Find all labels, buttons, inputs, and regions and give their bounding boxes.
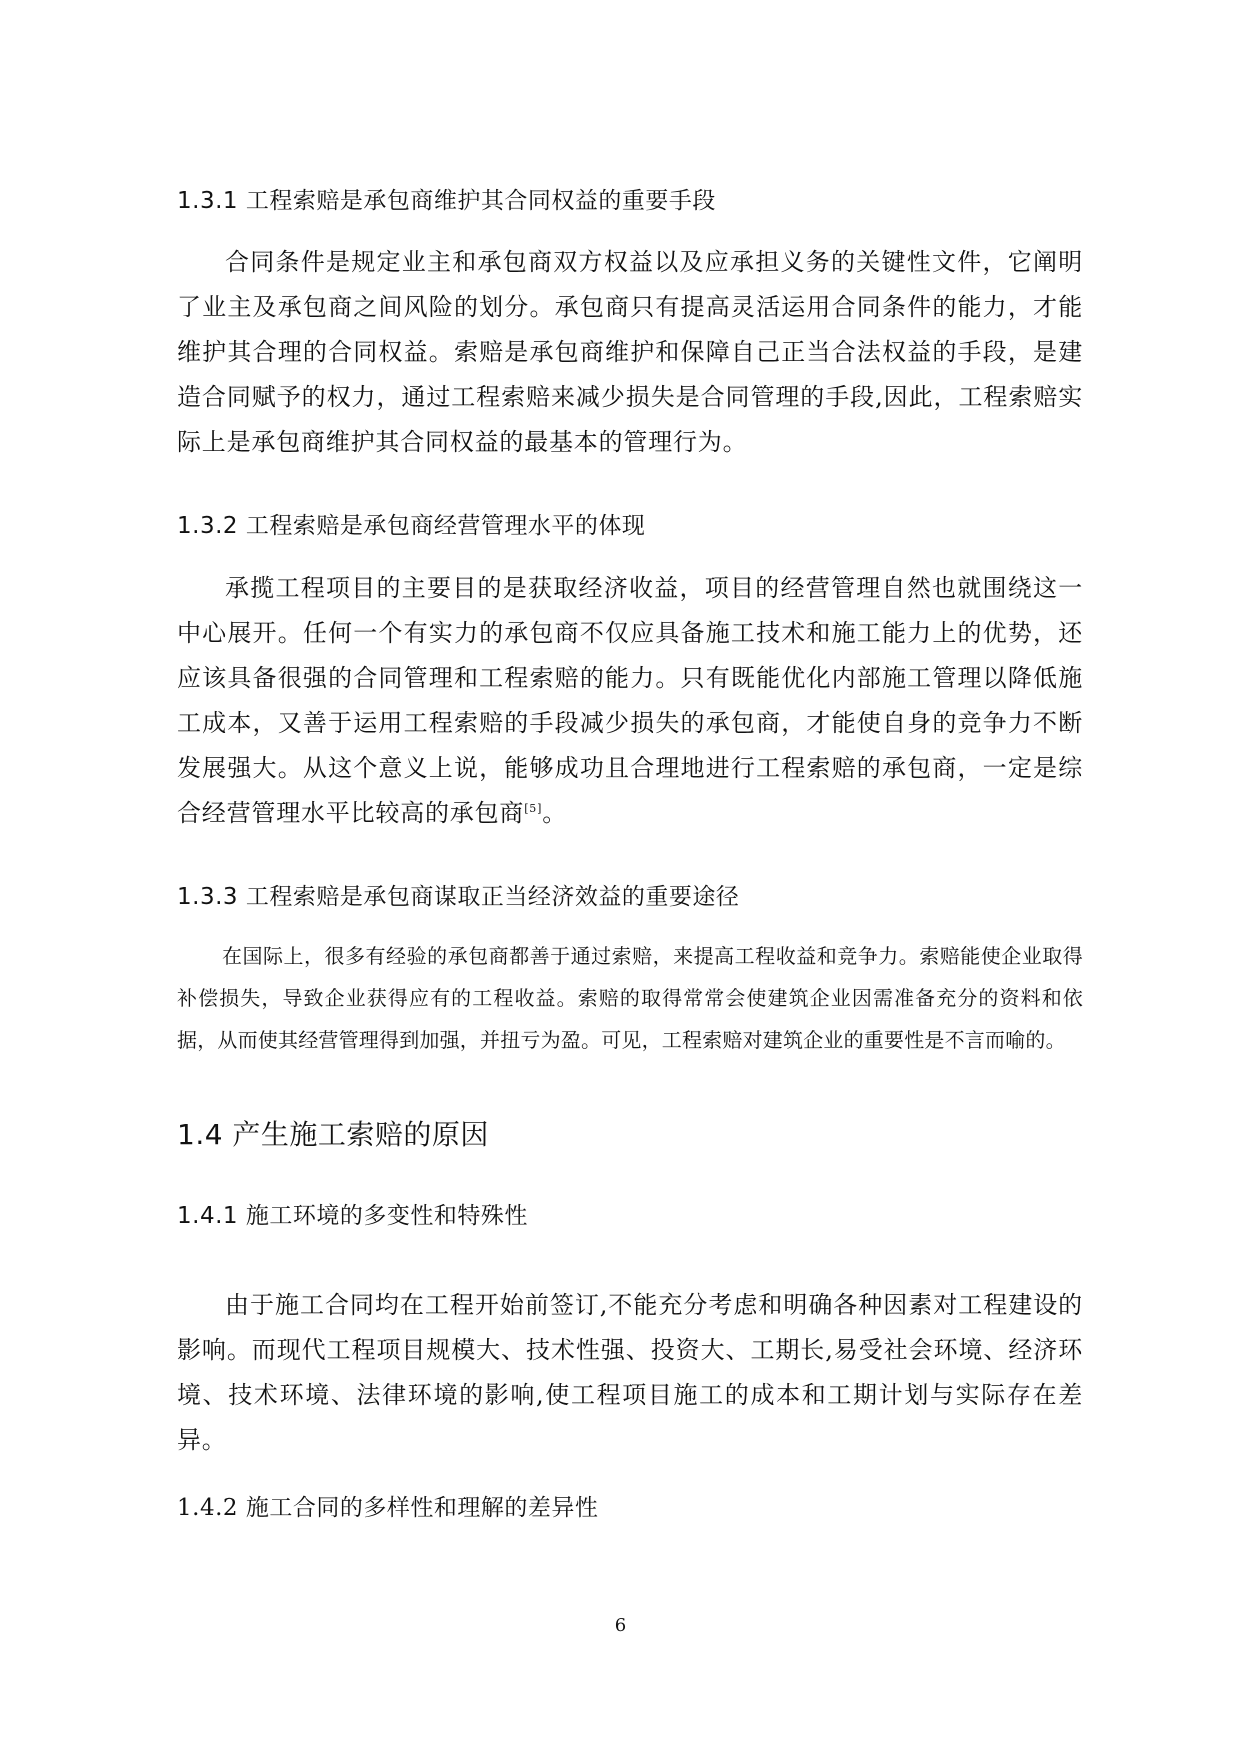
citation-reference: [5] xyxy=(524,802,543,815)
section-heading-1-3-3: 1.3.3 工程索赔是承包商谋取正当经济效益的重要途径 xyxy=(177,884,740,910)
section-heading-1-4-2: 1.4.2 施工合同的多样性和理解的差异性 xyxy=(177,1495,599,1521)
paragraph-1-4-1 xyxy=(177,1283,1083,1463)
section-heading-1-3-2: 1.3.2 工程索赔是承包商经营管理水平的体现 xyxy=(177,513,646,539)
page-number: 6 xyxy=(614,1615,627,1636)
paragraph-1-4-1-text: 由于施工合同均在工程开始前签订,不能充分考虑和明确各种因素对工程建设的影响。而现代工程项目规模大、技术性强、投资大、工期长,易受社会环境、经济环境、技术环境、法律环境的影响,使工程项目施工的成本和工期计划与实际存在差异。 xyxy=(177,1291,1083,1454)
paragraph-1-3-2-text xyxy=(177,566,1083,836)
paragraph-1-3-2-end: 。 xyxy=(542,799,567,827)
section-heading-1-3-1: 1.3.1 工程索赔是承包商维护其合同权益的重要手段 xyxy=(177,188,716,214)
paragraph-1-3-1 xyxy=(177,240,1083,465)
paragraph-1-3-2-body: 承揽工程项目的主要目的是获取经济收益，项目的经营管理自然也就围绕这一中心展开。任何一个有实力的承包商不仅应具备施工技术和施工能力上的优势，还应该具备很强的合同管理和工程索赔的能力。只有既能优化内部施工管理以降低施工成本，又善于运用工程索赔的手段减少损失的承包商，才能使自身的竞争力不断发展强大。从这个意义上说，能够成功且合理地进行工程索赔的承包商，一定是综合经营管理水平比较高的承包商 xyxy=(177,574,1083,827)
section-heading-1-4-1: 1.4.1 施工环境的多变性和特殊性 xyxy=(177,1203,528,1229)
paragraph-1-3-2 xyxy=(177,566,1083,836)
paragraph-1-3-3-text: 在国际上，很多有经验的承包商都善于通过索赔，来提高工程收益和竞争力。索赔能使企业取得补偿损失，导致企业获得应有的工程收益。索赔的取得常常会使建筑企业因需准备充分的资料和依据，从而使其经营管理得到加强，并扭亏为盈。可见，工程索赔对建筑企业的重要性是不言而喻的。 xyxy=(177,944,1083,1052)
section-heading-1-4: 1.4 产生施工索赔的原因 xyxy=(177,1118,489,1151)
paragraph-1-3-1-text: 合同条件是规定业主和承包商双方权益以及应承担义务的关键性文件，它阐明了业主及承包商之间风险的划分。承包商只有提高灵活运用合同条件的能力，才能维护其合理的合同权益。索赔是承包商维护和保障自己正当合法权益的手段，是建造合同赋予的权力，通过工程索赔来减少损失是合同管理的手段,因此，工程索赔实际上是承包商维护其合同权益的最基本的管理行为。 xyxy=(177,248,1083,456)
paragraph-1-3-3 xyxy=(177,935,1083,1061)
